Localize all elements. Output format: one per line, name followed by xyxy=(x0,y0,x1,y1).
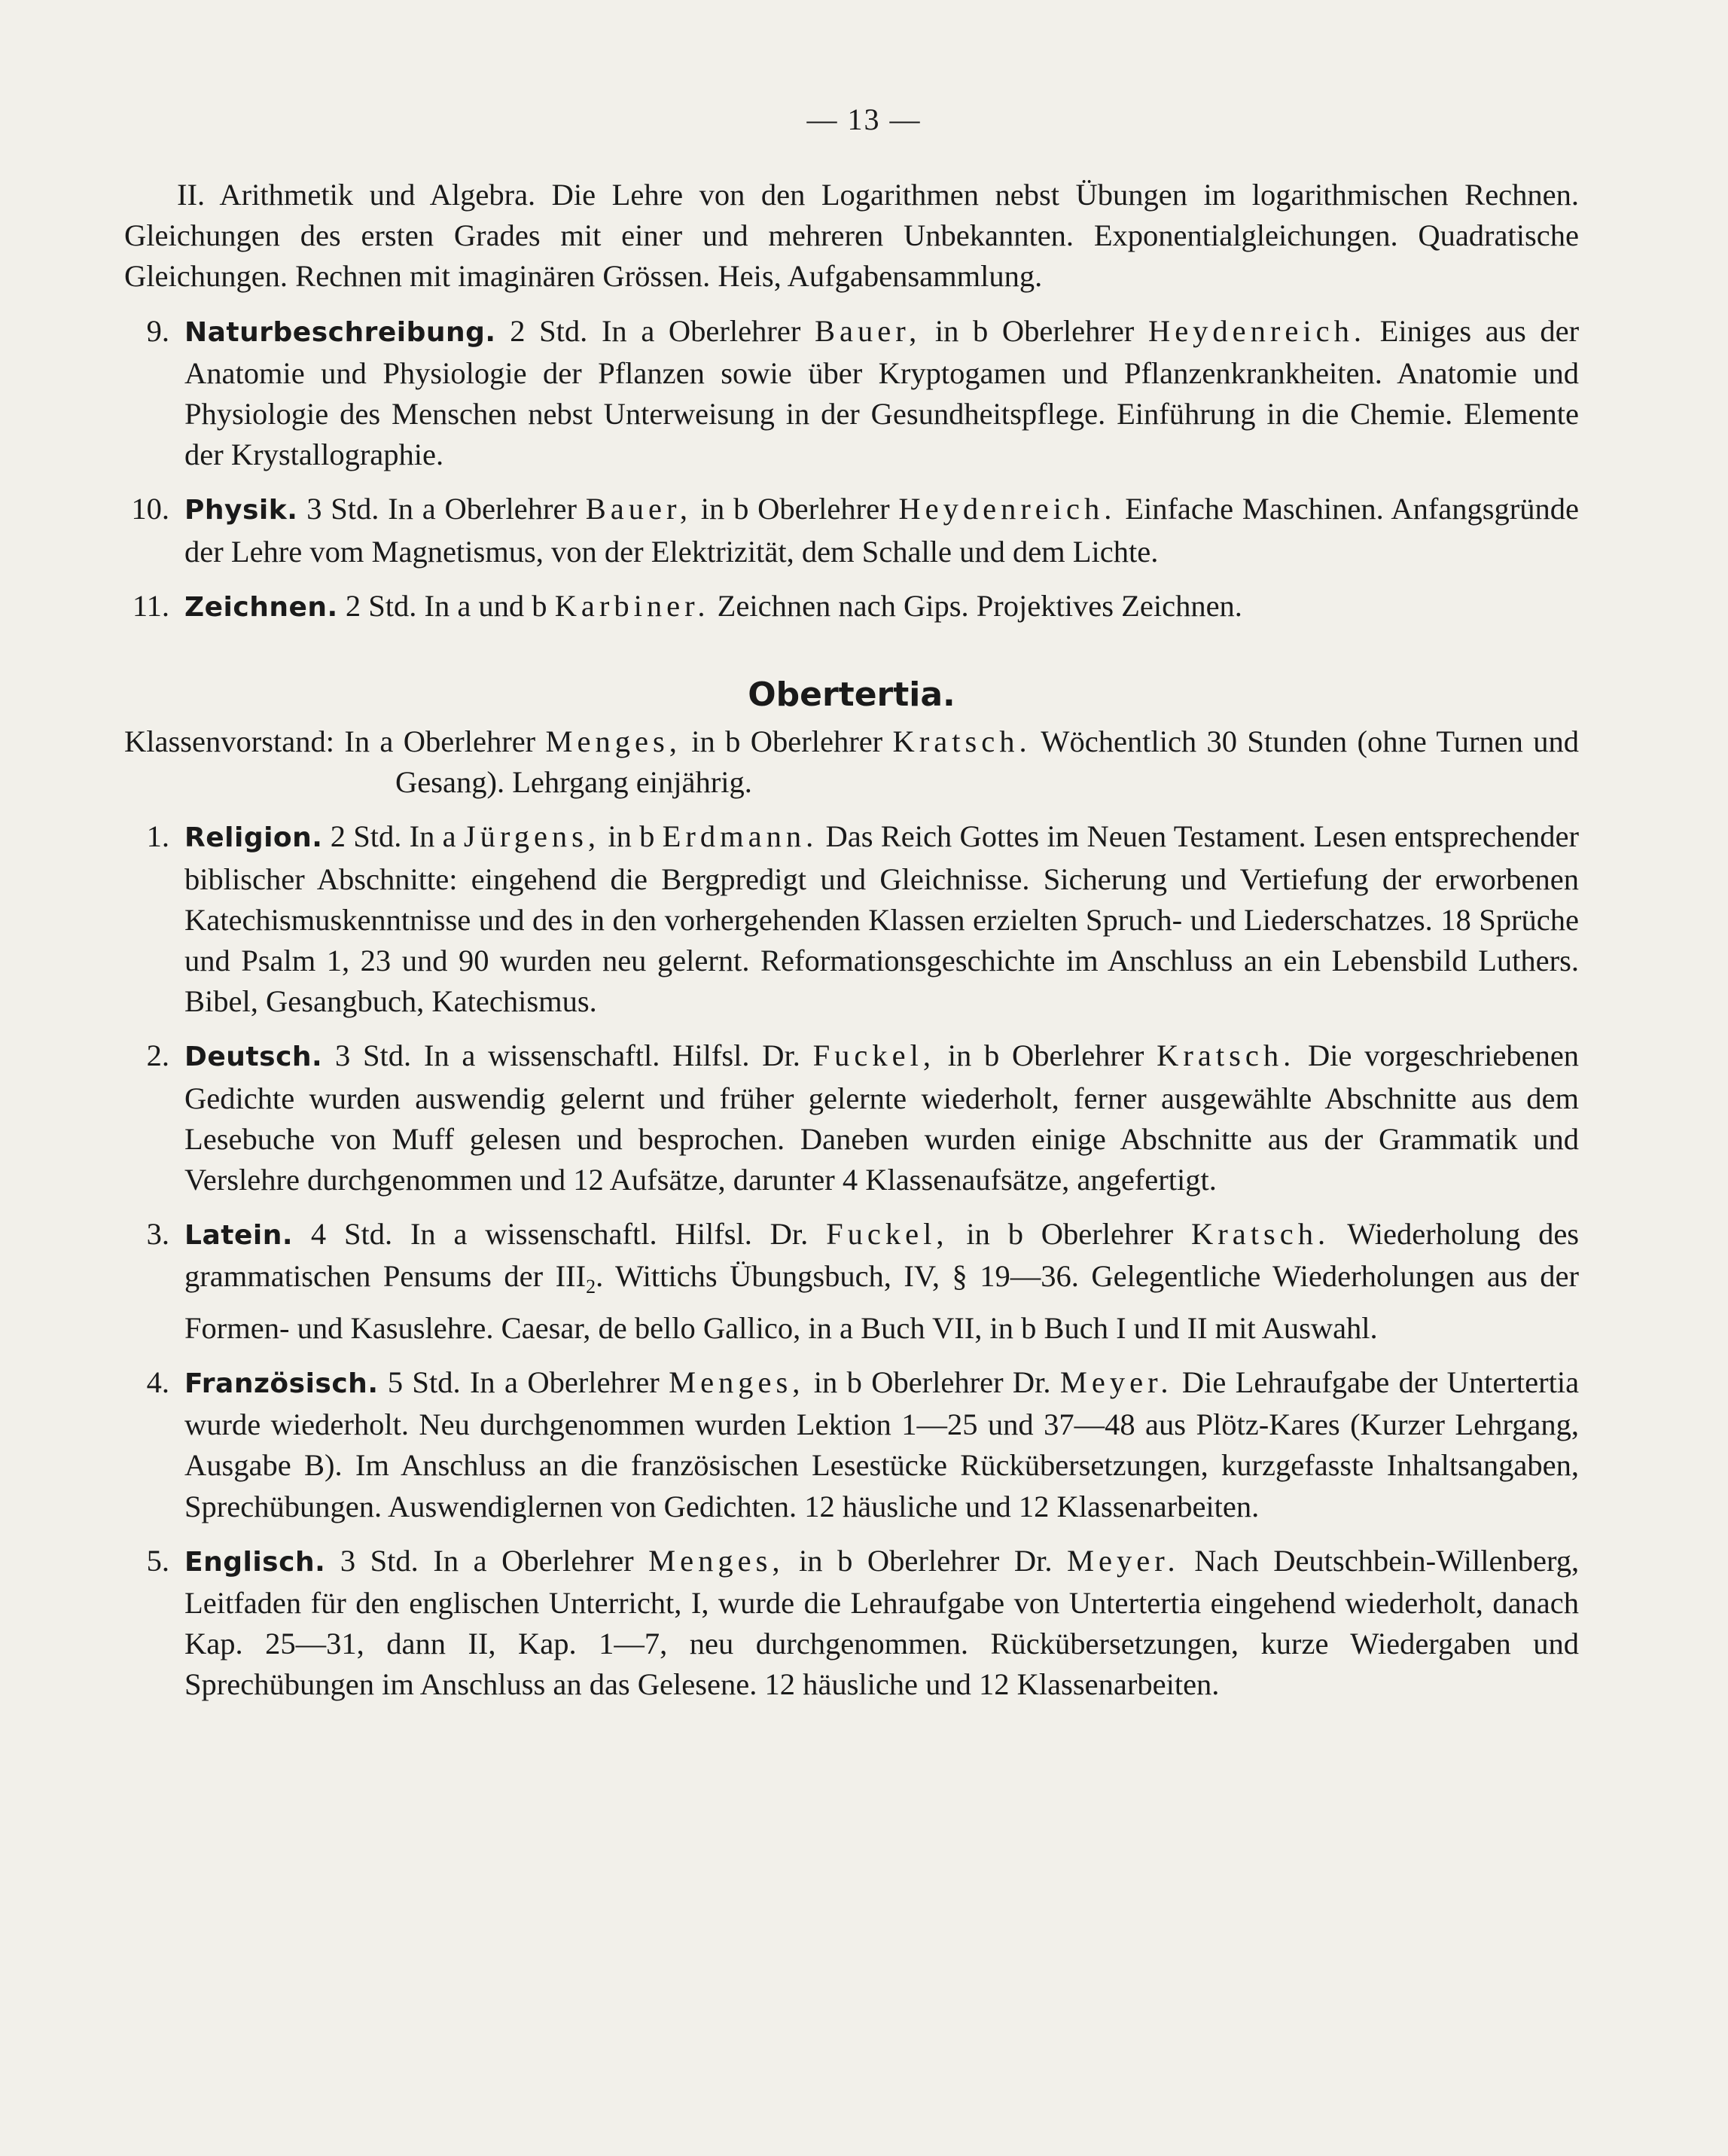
klassen-label: Klassenvorstand: xyxy=(124,724,334,759)
klassen-b-prefix: in b Oberlehrer xyxy=(691,724,883,759)
page-number: — 13 — xyxy=(806,102,922,136)
subject-heading: Zeichnen. xyxy=(184,591,338,623)
teacher-a: Menges, xyxy=(669,1365,805,1399)
subject-heading: Latein. xyxy=(184,1220,294,1252)
hours: 2 Std. xyxy=(330,819,402,854)
item-number: 1. xyxy=(146,819,169,854)
list-item xyxy=(124,1214,1579,1349)
teacher-b-prefix: in b Oberlehrer xyxy=(966,1217,1174,1252)
teacher-b-prefix: in b Oberlehrer xyxy=(934,313,1135,348)
item-text: Die Lehraufgabe der Untertertia wurde wiederholt. Neu durchgenommen wurden Lektion 1—25 und 37—48 aus Plötz-Kares (Kurzer Lehrgang, Ausgabe B). Im Anschluss an die französischen Lesestücke Rückübersetzungen, kurzgefasste Inhaltsangaben, Sprechübungen. Auswendiglernen von Gedichten. 12 häusliche und 12 Klassenarbeiten. xyxy=(184,1365,1580,1523)
klassen-rest: Wöchentlich 30 Stunden (ohne Turnen und Gesang). Lehrgang einjährig. xyxy=(395,724,1580,800)
list-item xyxy=(124,1362,1579,1527)
teacher-a: Jürgens, xyxy=(463,819,601,854)
hours: 4 Std. xyxy=(310,1217,393,1252)
list-item xyxy=(124,586,1579,628)
teacher-a-prefix: In a xyxy=(409,819,456,854)
list-item xyxy=(124,1035,1579,1200)
teacher-b: Meyer. xyxy=(1067,1543,1180,1578)
item-number: 10. xyxy=(131,492,169,526)
item-number: 11. xyxy=(132,588,169,623)
subject-heading: Englisch. xyxy=(184,1546,326,1578)
arithmetik-paragraph: II. Arithmetik und Algebra. Die Lehre von den Logarithmen nebst Übungen im logarithmischen Rechnen. Gleichungen des ersten Grades mit einer und mehreren Unbekannten. Exponentialgleichungen. Quadratische Gleichungen. Rechnen mit imaginären Grössen. Heis, Aufgabensammlung. xyxy=(124,178,1579,294)
item-number: 4. xyxy=(146,1365,169,1399)
item-number: 3. xyxy=(146,1217,169,1252)
teacher-b-prefix: in b Oberlehrer xyxy=(947,1038,1144,1073)
teacher-b-prefix: in b xyxy=(608,819,655,854)
teacher-a: Fuckel, xyxy=(826,1217,949,1252)
subject-heading: Religion. xyxy=(184,822,323,854)
item-text: Einiges aus der Anatomie und Physiologie der Pflanzen sowie über Kryptogamen und Pflanzenkrankheiten. Anatomie und Physiologie des Menschen nebst Unterweisung in der Gesundheitspflege. Einführung in die Chemie. Elemente der Krystallographie. xyxy=(184,313,1580,472)
teacher-a-prefix: In a Oberlehrer xyxy=(433,1543,634,1578)
item-number: 9. xyxy=(146,313,169,348)
klassen-b: Kratsch. xyxy=(892,724,1032,759)
hours: 2 Std. xyxy=(510,313,588,348)
teacher-a: Menges, xyxy=(648,1543,785,1578)
teacher-a: Bauer, xyxy=(585,492,692,526)
page-content xyxy=(124,175,1579,1706)
item-text: Nach Deutschbein-Willenberg, Leitfaden für den englischen Unterricht, I, wurde die Lehraufgabe von Untertertia eingehend wiederholt, danach Kap. 25—31, dann II, Kap. 1—7, neu durchgenommen. Rückübersetzungen, kurze Wiedergaben und Sprechübungen im Anschluss an das Gelesene. 12 häusliche und 12 Klassenarbeiten. xyxy=(184,1543,1580,1702)
teacher-b-prefix: in b Oberlehrer Dr. xyxy=(799,1543,1053,1578)
item-text: Das Reich Gottes im Neuen Testament. Lesen entsprechender biblischer Abschnitte: eingehend die Bergpredigt und Gleichnisse. Sicherung und Vertiefung der erworbenen Katechismuskenntnisse und des in den vorhergehenden Klassen erzielten Spruch- und Liederschatzes. 18 Sprüche und Psalm 1, 23 und 90 wurden neu gelernt. Reformationsgeschichte im Anschluss an ein Lebensbild Luthers. Bibel, Gesangbuch, Katechismus. xyxy=(184,819,1580,1019)
subject-heading: Französisch. xyxy=(184,1368,379,1399)
teacher-b: Meyer. xyxy=(1059,1365,1173,1399)
hours: 3 Std. xyxy=(340,1543,419,1578)
list-item xyxy=(124,489,1579,572)
teacher-a: Fuckel, xyxy=(812,1038,935,1073)
teacher-a: Karbiner. xyxy=(554,588,710,623)
list-item xyxy=(124,311,1579,476)
hours: 3 Std. xyxy=(334,1038,412,1073)
hours: 5 Std. xyxy=(387,1365,461,1399)
teacher-b: Heydenreich. xyxy=(898,492,1117,526)
teacher-b: Erdmann. xyxy=(662,819,818,854)
teacher-b: Kratsch. xyxy=(1157,1038,1296,1073)
teacher-a-prefix: In a wissenschaftl. Hilfsl. Dr. xyxy=(423,1038,800,1073)
hours: 2 Std. xyxy=(345,588,417,623)
klassenvorstand-paragraph xyxy=(124,721,1579,803)
hours: 3 Std. xyxy=(306,492,379,526)
item-number: 2. xyxy=(146,1038,169,1073)
subject-heading: Naturbeschreibung. xyxy=(184,316,496,348)
item-text-post: . Wittichs Übungsbuch, IV, § 19—36. Gelegentliche Wiederholungen aus der Formen- und Kasuslehre. Caesar, de bello Gallico, in a Buch VII, in b Buch I und II mit Auswahl. xyxy=(184,1259,1580,1345)
teacher-b-prefix: in b Oberlehrer xyxy=(700,492,890,526)
teacher-a: Bauer, xyxy=(814,313,922,348)
item-text-sub: 2 xyxy=(586,1276,596,1298)
item-number: 5. xyxy=(146,1543,169,1578)
teacher-a-prefix: In a und b xyxy=(424,588,547,623)
item-text: Zeichnen nach Gips. Projektives Zeichnen. xyxy=(717,588,1242,623)
list-item xyxy=(124,1541,1579,1706)
klassen-a: Menges, xyxy=(545,724,681,759)
item-text: Einfache Maschinen. Anfangsgründe der Lehre vom Magnetismus, von der Elektrizität, dem Schalle und dem Lichte. xyxy=(184,492,1580,569)
teacher-a-prefix: In a Oberlehrer xyxy=(601,313,801,348)
subject-heading: Deutsch. xyxy=(184,1041,323,1073)
teacher-a-prefix: In a wissenschaftl. Hilfsl. Dr. xyxy=(410,1217,809,1252)
section-title: Obertertia. xyxy=(748,675,955,715)
item-text-pre: Wiederholung des grammatischen Pensums der III xyxy=(184,1217,1580,1294)
item-text: Die vorgeschriebenen Gedichte wurden auswendig gelernt und früher gelernte wiederholt, ferner ausgewählte Abschnitte aus dem Lesebuche von Muff gelesen und besprochen. Daneben wurden einige Abschnitte aus der Grammatik und Verslehre durchgenommen und 12 Aufsätze, darunter 4 Klassenaufsätze, angefertigt. xyxy=(184,1038,1580,1197)
list-item xyxy=(124,816,1579,1022)
subject-heading: Physik. xyxy=(184,495,298,526)
teacher-a-prefix: In a Oberlehrer xyxy=(388,492,577,526)
teacher-b-prefix: in b Oberlehrer Dr. xyxy=(813,1365,1051,1399)
teacher-a-prefix: In a Oberlehrer xyxy=(469,1365,660,1399)
teacher-b: Heydenreich. xyxy=(1147,313,1366,348)
teacher-b: Kratsch. xyxy=(1191,1217,1330,1252)
klassen-a-prefix: In a Oberlehrer xyxy=(344,724,536,759)
